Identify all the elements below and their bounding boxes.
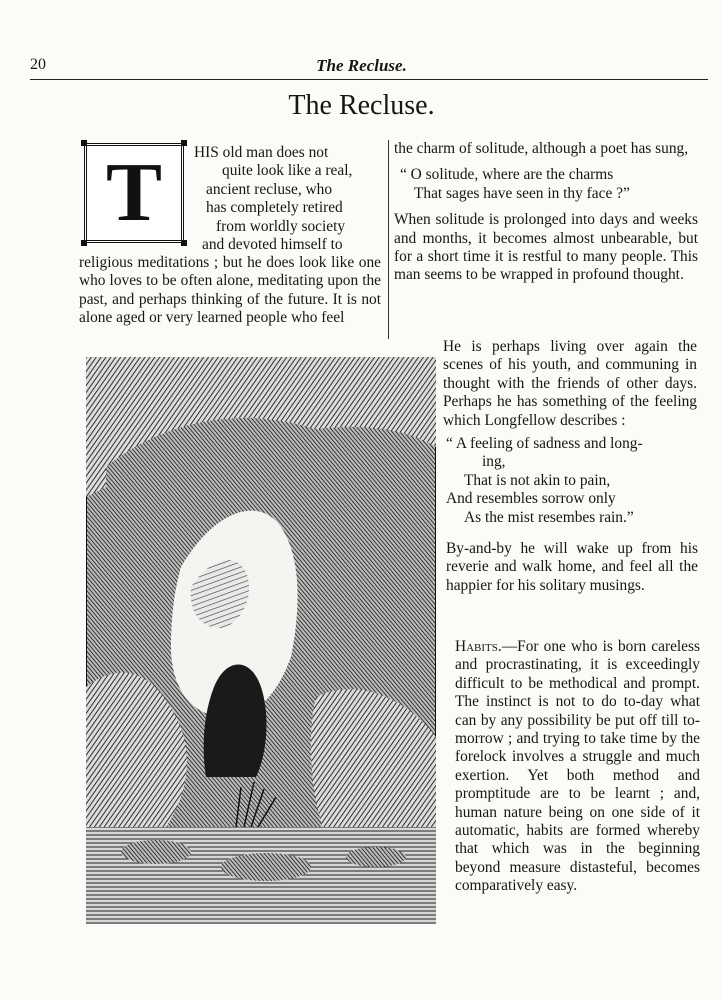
habits-body: —For one who is born careless and procrastinating, it is exceedingly difficult to be methodical and prompt. The instinct is not to do to-day what can by any possibility be put off till to-morrow ; and trying to take time by the forelock involves a struggle and much exertion. Yet both method and promptitude are to be learnt ; and, human nature being on one side of it automatic, habits are formed whereby that which was in the beginning beyond measure distasteful, becomes comparatively easy. <box>455 638 700 895</box>
page-number: 20 <box>30 56 46 73</box>
running-head: The Recluse. <box>316 56 407 75</box>
intro-continued: religious meditations ; but he does look like one who loves to be often alone, meditating upon the past, and perhaps thinking of the future. It is not alone aged or very learned people who feel <box>79 254 381 327</box>
ornament-corner-bl <box>81 240 87 246</box>
quote-longfellow <box>446 435 702 527</box>
ornament-corner-tl <box>81 140 87 146</box>
paragraph-prolonged: When solitude is prolonged into days and weeks and months, it becomes almost unbearable, but for a short time it is restful to many people. This man seems to be wrapped in profound thought. <box>394 211 698 284</box>
stone <box>346 847 406 867</box>
habits-heading: Habits. <box>455 638 502 655</box>
intro-line-5: from worldly society <box>216 217 346 235</box>
intro-line-4: has completely retired <box>206 199 343 217</box>
cave-illustration <box>86 357 436 924</box>
quote-line: That sages have seen in thy face ?” <box>414 184 630 202</box>
paragraph-charm: the charm of solitude, although a poet has sung, <box>394 140 689 157</box>
quote-solitude <box>400 166 698 203</box>
stone <box>121 840 191 864</box>
drop-cap-letter: T <box>105 146 163 239</box>
intro-line-3: ancient recluse, who <box>206 180 333 198</box>
header-rule <box>30 79 708 80</box>
paragraph-habits <box>455 638 700 896</box>
drop-cap-box <box>84 143 184 243</box>
intro-line-1: HIS old man does not <box>194 144 329 161</box>
article-title: The Recluse. <box>288 90 435 121</box>
column-divider <box>388 140 389 339</box>
quote-line: “ O solitude, where are the charms <box>400 166 614 184</box>
paragraph-youth: He is perhaps living over again the scenes of his youth, and communing in thought with the friends of other days. Perhaps he has something of the feeling which Longfellow describes : <box>443 338 697 429</box>
stone <box>221 853 311 881</box>
ornament-corner-br <box>181 240 187 246</box>
intro-line-2: quite look like a real, <box>222 162 353 180</box>
ornament-corner-tr <box>181 140 187 146</box>
quote-line: “ A feeling of sadness and long- <box>446 435 643 452</box>
quote-line: ing, <box>482 453 506 471</box>
quote-line: That is not akin to pain, <box>464 471 611 489</box>
quote-line: And resembles sorrow only <box>446 490 616 508</box>
right-column-top <box>394 140 698 285</box>
intro-line-6: and devoted himself to <box>202 236 343 254</box>
quote-line: As the mist resembes rain.” <box>464 508 634 526</box>
intro-lines <box>194 144 380 254</box>
paragraph-reverie: By-and-by he will wake up from his reverie and walk home, and feel all the happier for his solitary musings. <box>446 540 698 594</box>
